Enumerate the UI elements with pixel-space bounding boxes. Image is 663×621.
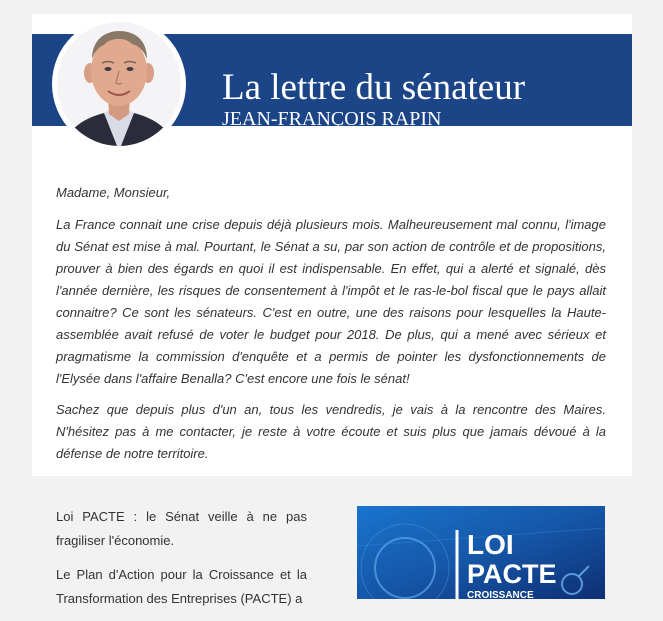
- newsletter-title: La lettre du sénateur: [222, 67, 526, 108]
- editorial-letter: [56, 182, 606, 474]
- senator-portrait: [52, 17, 186, 151]
- article-intro: Le Plan d'Action pour la Croissance et la Transformation des Entreprises (PACTE) a: [56, 567, 307, 606]
- letter-paragraph: Sachez que depuis plus d'un an, tous les vendredis, je vais à la rencontre des Maires. N'hésitez pas à me contacter, je reste à votre écoute et suis plus que jamais dévoué à la défense de notre territoire.: [56, 402, 606, 461]
- article-headline: Loi PACTE : le Sénat veille à ne pas fragiliser l'économie.: [56, 509, 307, 548]
- image-line1: LOI: [467, 529, 514, 560]
- image-line2: PACTE: [467, 559, 557, 589]
- letter-paragraph: La France connait une crise depuis déjà plusieurs mois. Malheureusement mal connu, l'image du Sénat est mise à mal. Pourtant, le Sénat a su, par son action de contrôle et de propositions, prouver à bien des égards en quoi il est indispensable. En effet, qui a alerté et signalé, dès l'année dernière, les risques de consentement à l'impôt et le ras-le-bol fiscal que le pays allait connaitre? Ce sont les sénateurs. C'est en outre, une des raisons pour lesquelles la Haute-assemblée avait refusé de voter le budget pour 2018. De plus, qui a mené avec sérieux et pragmatisme la commission d'enquête et a permis de pointer les dysfonctionnements de l'Elysée dans l'affaire Benalla? C'est encore une fois le sénat!: [56, 217, 606, 386]
- loi-pacte-image[interactable]: [357, 506, 605, 599]
- senator-name: JEAN-FRANÇOIS RAPIN: [222, 108, 442, 130]
- letter-greeting: Madame, Monsieur,: [56, 185, 171, 200]
- newsletter-card: [32, 14, 632, 476]
- article-text: [56, 505, 307, 621]
- article-section: [32, 476, 632, 606]
- image-line3: CROISSANCE: [467, 590, 534, 599]
